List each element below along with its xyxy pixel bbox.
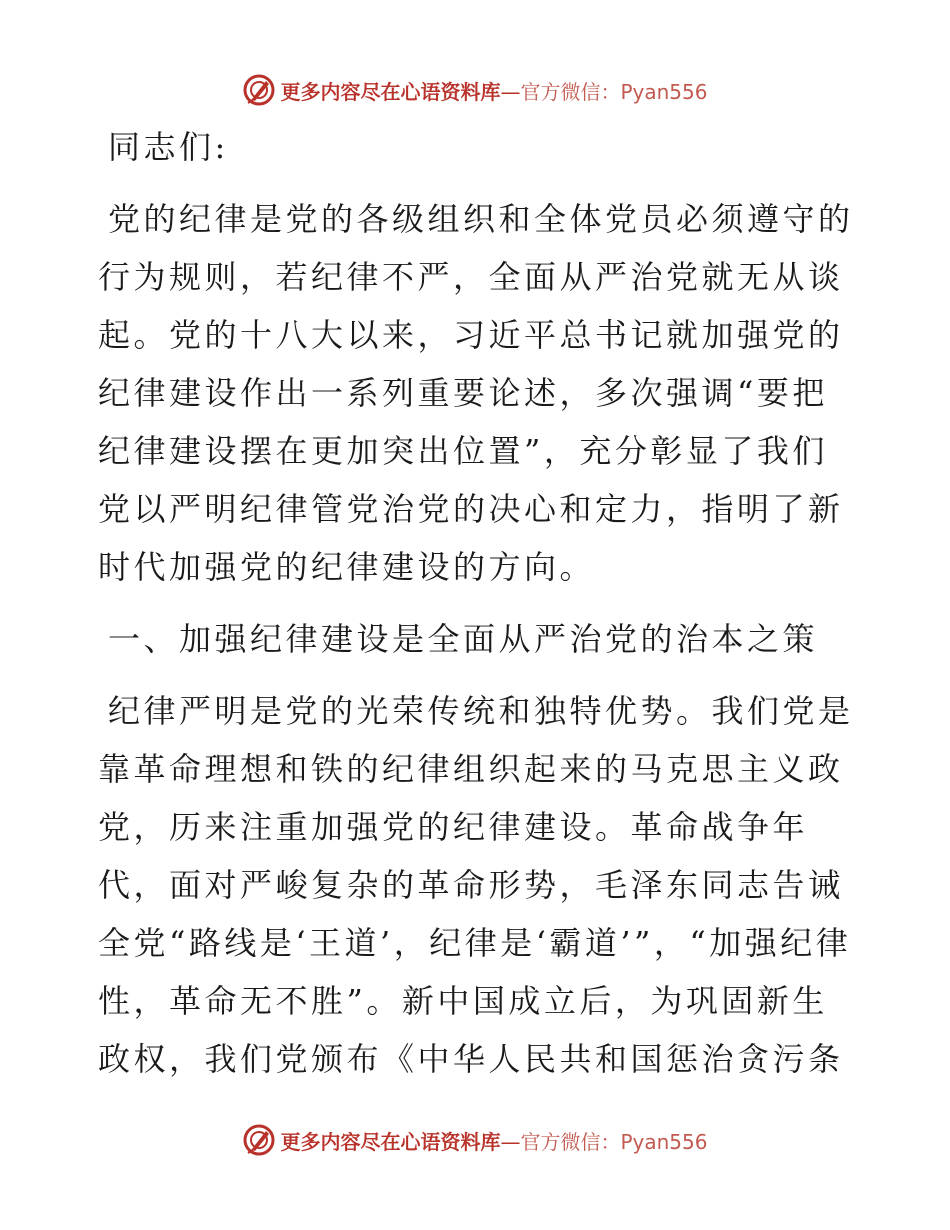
watermark-text	[280, 1126, 707, 1155]
watermark-wechat: 官方微信：Pyan556	[520, 1129, 708, 1154]
pen-circle-logo-icon	[242, 1123, 276, 1157]
watermark-separator: —	[500, 79, 521, 104]
watermark-brand: 更多内容尽在心语资料库	[280, 79, 501, 104]
pen-circle-logo-icon	[242, 73, 276, 107]
greeting: 同志们:	[108, 128, 229, 166]
watermark-wechat: 官方微信：Pyan556	[520, 79, 708, 104]
watermark-separator: —	[500, 1129, 521, 1154]
watermark-text	[280, 76, 707, 105]
paragraph-2: 纪律严明是党的光荣传统和独特优势。我们党是靠革命理想和铁的纪律组织起来的马克思主义政党，历来注重加强党的纪律建设。革命战争年代，面对严峻复杂的革命形势，毛泽东同志告诫全党“路线是‘王道’，纪律是‘霸道’”，“加强纪律性，革命无不胜”。新中国成立后，为巩固新生政权，我们党颁布《中华人民共和国惩治贪污条	[98, 692, 854, 1078]
section-heading-1: 一、加强纪律建设是全面从严治党的治本之策	[108, 620, 819, 658]
watermark-brand: 更多内容尽在心语资料库	[280, 1129, 501, 1154]
document-body	[98, 118, 858, 1102]
bottom-watermark-banner	[0, 1120, 950, 1160]
paragraph-1: 党的纪律是党的各级组织和全体党员必须遵守的行为规则，若纪律不严，全面从严治党就无从谈起。党的十八大以来，习近平总书记就加强党的纪律建设作出一系列重要论述，多次强调“要把纪律建设摆在更加突出位置”，充分彰显了我们党以严明纪律管党治党的决心和定力，指明了新时代加强党的纪律建设的方向。	[98, 200, 854, 586]
top-watermark-banner	[0, 70, 950, 110]
